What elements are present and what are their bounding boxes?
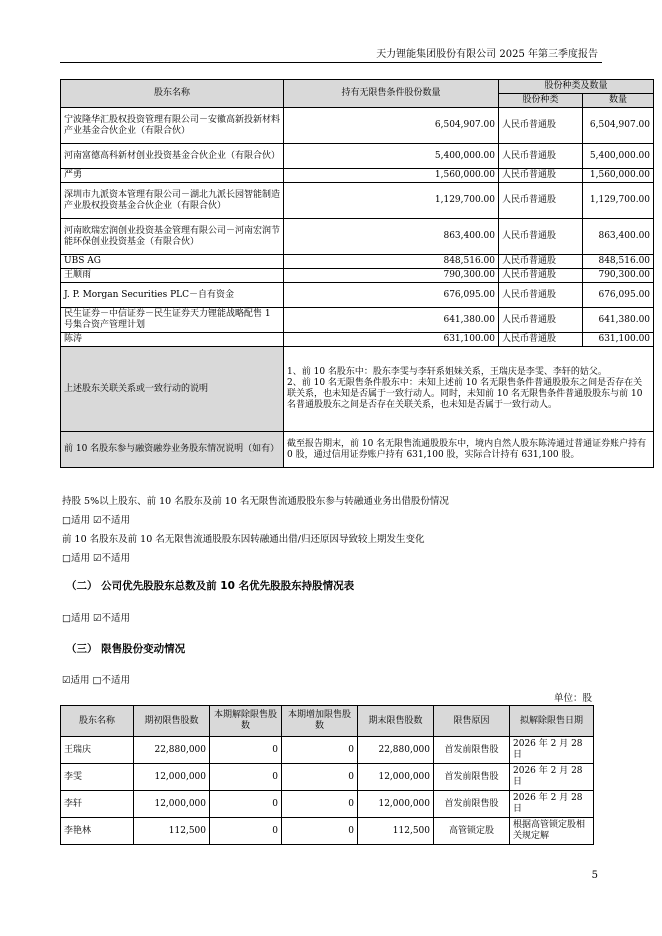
relation-text: 1、前 10 名股东中：股东李雯与李轩系姐妹关系，王瑞庆是李雯、李轩的姑父。 2、前 10 名无限售条件股东中：未知上述前 10 名无限售条件普通股股东之间是否存在关联关系，也未知是否属于一致行动人。同时，未知前 10 名无限售条件普通股股东与前 10 名普通股股东之间是否存在关联关系，也未知是否属于一致行动人。 [284,347,654,432]
holder-qty: 631,100.00 [284,333,499,347]
released-count: 0 [210,791,282,818]
relation-label: 上述股东关联关系或一致行动的说明 [61,347,284,432]
holder-name: 李轩 [61,791,134,818]
col-share-type-group: 股份种类及数量 [499,80,654,94]
holder-name: 陈涛 [61,333,284,347]
holder-name: 李雯 [61,764,134,791]
col-begin-restricted: 期初限售股数 [134,706,210,737]
holder-name: 河南富德高科新材创业投资基金合伙企业（有限合伙） [61,144,284,169]
end-count: 22,880,000 [358,737,434,764]
table-row [61,308,654,333]
share-amount: 848,516.00 [583,255,654,269]
end-count: 112,500 [358,818,434,845]
share-amount: 631,100.00 [583,333,654,347]
share-amount: 641,380.00 [583,308,654,333]
released-count: 0 [210,764,282,791]
share-amount: 790,300.00 [583,269,654,283]
holder-name: 严勇 [61,169,284,183]
release-date: 2026 年 2 月 28 日 [510,764,594,791]
holder-name: J. P. Morgan Securities PLC－自有资金 [61,283,284,308]
share-amount: 676,095.00 [583,283,654,308]
col-holder-name: 股东名称 [61,706,134,737]
release-date: 根据高管锁定股相关规定解 [510,818,594,845]
lending-applicability: □适用 ☑不适用 [62,515,131,526]
holder-name: 王顺雨 [61,269,284,283]
col-share-amount: 数量 [583,94,654,108]
share-type: 人民币普通股 [499,144,583,169]
col-holder-name: 股东名称 [61,80,284,108]
released-count: 0 [210,737,282,764]
table-row [61,183,654,219]
margin-row [61,432,654,468]
table-row [61,255,654,269]
holder-name: 深圳市九派资本管理有限公司－湖北九派长园智能制造产业股权投资基金合伙企业（有限合伙） [61,183,284,219]
relation-row [61,347,654,432]
table-row [61,219,654,255]
restricted-shares-table [60,705,594,845]
holder-qty: 641,380.00 [284,308,499,333]
col-added: 本期增加限售股数 [282,706,358,737]
holder-name: 李艳林 [61,818,134,845]
col-end-restricted: 期末限售股数 [358,706,434,737]
col-released: 本期解除限售股数 [210,706,282,737]
released-count: 0 [210,818,282,845]
share-amount: 5,400,000.00 [583,144,654,169]
col-share-type: 股份种类 [499,94,583,108]
unit-label: 单位：股 [553,693,592,704]
holder-qty: 6,504,907.00 [284,108,499,144]
lending-change-note: 前 10 名股东及前 10 名无限售流通股股东因转融通出借/归还原因导致较上期发生变化 [62,534,425,545]
added-count: 0 [282,764,358,791]
restriction-reason: 首发前限售股 [434,764,510,791]
share-type: 人民币普通股 [499,269,583,283]
added-count: 0 [282,791,358,818]
col-release-date: 拟解除限售日期 [510,706,594,737]
holder-name: 河南欧瑞宏润创业投资基金管理有限公司－河南宏润节能环保创业投资基金（有限合伙） [61,219,284,255]
preferred-applicability: □适用 ☑不适用 [62,613,131,624]
holder-qty: 1,560,000.00 [284,169,499,183]
end-count: 12,000,000 [358,764,434,791]
share-type: 人民币普通股 [499,333,583,347]
begin-count: 22,880,000 [134,737,210,764]
table-row [61,818,594,845]
share-amount: 1,129,700.00 [583,183,654,219]
lending-change-applicability: □适用 ☑不适用 [62,553,131,564]
release-date: 2026 年 2 月 28 日 [510,737,594,764]
holder-name: UBS AG [61,255,284,269]
table-row [61,764,594,791]
margin-label: 前 10 名股东参与融资融券业务股东情况说明（如有） [61,432,284,468]
section-preferred-shareholders: （二） 公司优先股股东总数及前 10 名优先股股东持股情况表 [66,580,355,592]
page-number: 5 [591,870,598,881]
col-reason: 限售原因 [434,706,510,737]
header-divider [60,62,602,63]
share-amount: 1,560,000.00 [583,169,654,183]
lending-note: 持股 5%以上股东、前 10 名股东及前 10 名无限售流通股股东参与转融通业务出借股份情况 [62,496,449,507]
restriction-reason: 首发前限售股 [434,737,510,764]
share-type: 人民币普通股 [499,183,583,219]
table-row [61,283,654,308]
table-row [61,169,654,183]
holder-qty: 790,300.00 [284,269,499,283]
share-type: 人民币普通股 [499,308,583,333]
share-type: 人民币普通股 [499,108,583,144]
share-type: 人民币普通股 [499,283,583,308]
restricted-applicability: ☑适用 □不适用 [62,675,131,686]
holder-name: 民生证券－中信证券－民生证券天力锂能战略配售 1 号集合资产管理计划 [61,308,284,333]
added-count: 0 [282,737,358,764]
holder-qty: 863,400.00 [284,219,499,255]
share-amount: 863,400.00 [583,219,654,255]
restriction-reason: 首发前限售股 [434,791,510,818]
share-amount: 6,504,907.00 [583,108,654,144]
restriction-reason: 高管锁定股 [434,818,510,845]
holder-qty: 5,400,000.00 [284,144,499,169]
holder-qty: 848,516.00 [284,255,499,269]
holder-name: 王瑞庆 [61,737,134,764]
holder-name: 宁波隆华汇股权投资管理有限公司－安徽高新投新材料产业基金合伙企业（有限合伙） [61,108,284,144]
share-type: 人民币普通股 [499,219,583,255]
begin-count: 112,500 [134,818,210,845]
share-type: 人民币普通股 [499,255,583,269]
release-date: 2026 年 2 月 28 日 [510,791,594,818]
table-row [61,144,654,169]
share-type: 人民币普通股 [499,169,583,183]
section-restricted-shares: （三） 限售股份变动情况 [66,643,186,655]
page-header: 天力锂能集团股份有限公司 2025 年第三季度报告 [376,49,598,60]
holder-qty: 676,095.00 [284,283,499,308]
begin-count: 12,000,000 [134,791,210,818]
begin-count: 12,000,000 [134,764,210,791]
margin-text: 截至报告期末，前 10 名无限售流通股股东中，境内自然人股东陈涛通过普通证券账户持有 0 股，通过信用证券账户持有 631,100 股，实际合计持有 631,100 股。 [284,432,654,468]
table-row [61,333,654,347]
table-row [61,108,654,144]
table-row [61,791,594,818]
table-row [61,737,594,764]
top10-unrestricted-holders-table [60,79,654,468]
end-count: 12,000,000 [358,791,434,818]
col-unrestricted-qty: 持有无限售条件股份数量 [284,80,499,108]
table-row [61,269,654,283]
holder-qty: 1,129,700.00 [284,183,499,219]
added-count: 0 [282,818,358,845]
